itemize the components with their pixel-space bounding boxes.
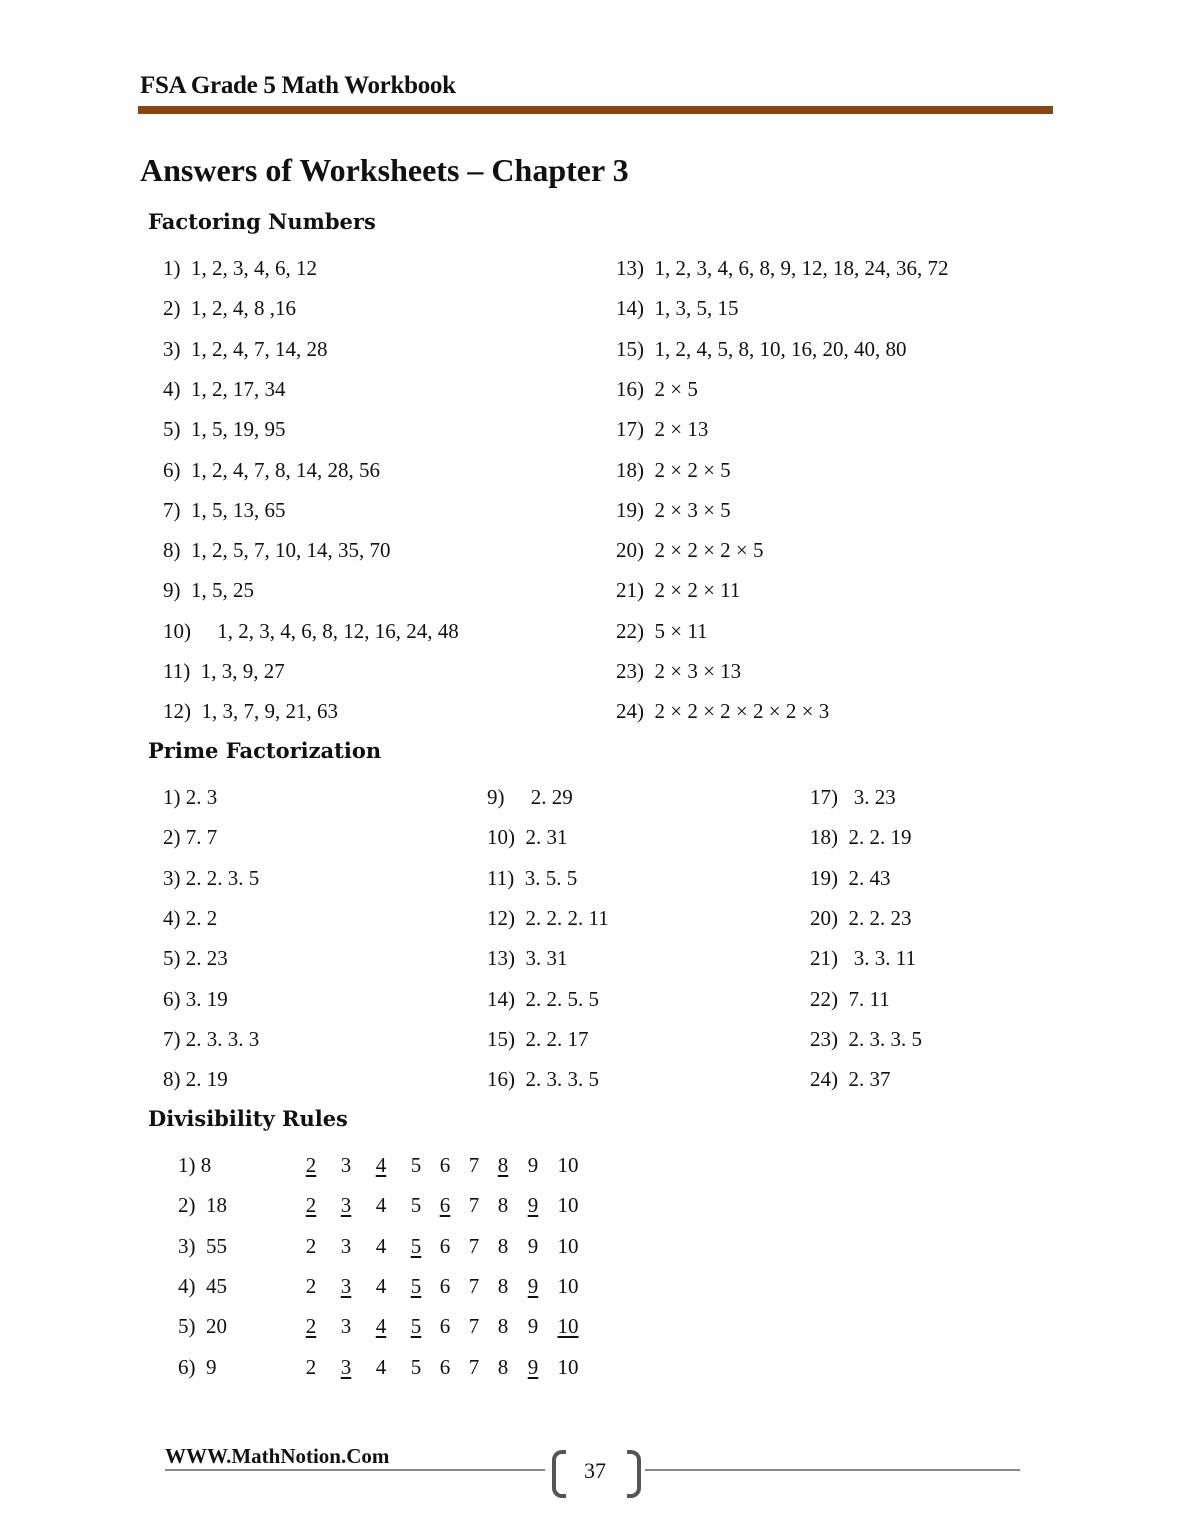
divisor-underlined: 9 (527, 1354, 539, 1379)
divisor: 9 (527, 1233, 539, 1258)
factoring-answer: 16) 2 × 5 (616, 376, 698, 401)
factoring-answer: 19) 2 × 3 × 5 (616, 497, 731, 522)
divisor: 7 (468, 1193, 480, 1218)
divisor-underlined: 4 (375, 1314, 387, 1339)
prime-answer: 7) 2. 3. 3. 3 (163, 1026, 260, 1051)
divisibility-row (178, 1313, 618, 1339)
prime-answer: 14) 2. 2. 5. 5 (487, 986, 599, 1011)
prime-answer: 18) 2. 2. 19 (810, 825, 912, 850)
divisor-underlined: 10 (557, 1314, 579, 1339)
factoring-answer: 6) 1, 2, 4, 7, 8, 14, 28, 56 (163, 457, 380, 482)
prime-answer: 4) 2. 2 (163, 905, 218, 930)
prime-answer: 19) 2. 43 (810, 865, 891, 890)
divisor: 8 (497, 1354, 509, 1379)
divisor-underlined: 8 (497, 1153, 509, 1177)
divisor: 10 (557, 1153, 579, 1177)
divisor: 7 (468, 1354, 480, 1379)
prime-answer: 13) 3. 31 (487, 946, 568, 971)
divisor: 10 (557, 1354, 579, 1379)
divisor: 4 (375, 1273, 387, 1298)
divisor-underlined: 2 (305, 1193, 317, 1218)
divisor: 8 (497, 1314, 509, 1339)
footer-rule-left (165, 1469, 545, 1471)
factoring-answer: 8) 1, 2, 5, 7, 10, 14, 35, 70 (163, 538, 391, 563)
factoring-answer: 20) 2 × 2 × 2 × 5 (616, 538, 764, 563)
factoring-section-title: Factoring Numbers (148, 209, 376, 234)
divisor: 2 (305, 1273, 317, 1298)
divisor-underlined: 6 (439, 1193, 451, 1218)
factoring-answer: 15) 1, 2, 4, 5, 8, 10, 16, 20, 40, 80 (616, 336, 907, 361)
divisor: 3 (340, 1153, 352, 1177)
divisor-underlined: 9 (527, 1193, 539, 1218)
divisor: 7 (468, 1153, 480, 1177)
divisor-underlined: 2 (305, 1153, 317, 1177)
divisor: 5 (410, 1193, 422, 1218)
factoring-answer: 1) 1, 2, 3, 4, 6, 12 (163, 256, 317, 280)
prime-answer: 21) 3. 3. 11 (810, 946, 916, 971)
prime-answer: 6) 3. 19 (163, 986, 228, 1011)
prime-answer: 16) 2. 3. 3. 5 (487, 1067, 599, 1092)
factoring-answer: 24) 2 × 2 × 2 × 2 × 2 × 3 (616, 699, 830, 724)
divisibility-number: 6) 9 (178, 1354, 217, 1379)
divisor: 10 (557, 1193, 579, 1218)
divisibility-row (178, 1233, 618, 1259)
factoring-answer: 22) 5 × 11 (616, 618, 708, 643)
factoring-answer: 3) 1, 2, 4, 7, 14, 28 (163, 336, 328, 361)
divisor: 5 (410, 1354, 422, 1379)
page-number-bracket-left (552, 1450, 566, 1498)
factoring-answer: 21) 2 × 2 × 11 (616, 578, 741, 603)
divisibility-row (178, 1354, 618, 1380)
prime-answer: 9) 2. 29 (487, 785, 573, 809)
divisibility-section-title: Divisibility Rules (148, 1106, 348, 1131)
prime-answer: 15) 2. 2. 17 (487, 1026, 589, 1051)
prime-answer: 22) 7. 11 (810, 986, 890, 1011)
divisor-underlined: 3 (340, 1193, 352, 1218)
divisor: 2 (305, 1233, 317, 1258)
divisor: 10 (557, 1233, 579, 1258)
divisor: 5 (410, 1153, 422, 1177)
divisibility-number: 1) 8 (178, 1153, 212, 1177)
prime-answer: 20) 2. 2. 23 (810, 905, 912, 930)
footer-website: WWW.MathNotion.Com (165, 1444, 390, 1468)
prime-answer: 10) 2. 31 (487, 825, 568, 850)
prime-answer: 1) 2. 3 (163, 785, 218, 809)
factoring-answer: 17) 2 × 13 (616, 417, 709, 442)
divisor: 6 (439, 1233, 451, 1258)
factoring-answer: 12) 1, 3, 7, 9, 21, 63 (163, 699, 338, 724)
factoring-answer: 23) 2 × 3 × 13 (616, 659, 742, 683)
page-number-bracket-right (627, 1450, 641, 1498)
page-title: Answers of Worksheets – Chapter 3 (140, 152, 629, 188)
divisor: 3 (340, 1233, 352, 1258)
divisibility-number: 3) 55 (178, 1233, 227, 1258)
divisibility-number: 2) 18 (178, 1193, 227, 1218)
factoring-answer: 7) 1, 5, 13, 65 (163, 497, 286, 522)
footer-rule-right (645, 1469, 1020, 1471)
factoring-answer: 2) 1, 2, 4, 8 ,16 (163, 296, 296, 321)
factoring-answer: 14) 1, 3, 5, 15 (616, 296, 739, 321)
factoring-answer: 13) 1, 2, 3, 4, 6, 8, 9, 12, 18, 24, 36, 72 (616, 256, 949, 280)
divisor: 8 (497, 1273, 509, 1298)
divisibility-number: 4) 45 (178, 1273, 227, 1298)
divisor: 10 (557, 1273, 579, 1298)
prime-answer: 24) 2. 37 (810, 1067, 891, 1092)
prime-answer: 5) 2. 23 (163, 946, 228, 971)
divisor-underlined: 9 (527, 1273, 539, 1298)
divisor-underlined: 5 (410, 1273, 422, 1298)
divisor: 6 (439, 1314, 451, 1339)
divisor: 9 (527, 1153, 539, 1177)
divisor-underlined: 3 (340, 1354, 352, 1379)
factoring-answer: 18) 2 × 2 × 5 (616, 457, 731, 482)
header-title: FSA Grade 5 Math Workbook (140, 72, 456, 99)
divisor: 4 (375, 1233, 387, 1258)
divisor-underlined: 2 (305, 1314, 317, 1339)
prime-answer: 17) 3. 23 (810, 785, 896, 809)
divisibility-number: 5) 20 (178, 1314, 227, 1339)
divisor-underlined: 5 (410, 1233, 422, 1258)
factoring-answer: 4) 1, 2, 17, 34 (163, 376, 286, 401)
factoring-answer: 5) 1, 5, 19, 95 (163, 417, 286, 442)
divisibility-row (178, 1192, 618, 1218)
prime-answer: 2) 7. 7 (163, 825, 218, 850)
header-rule (138, 106, 1053, 114)
divisibility-row (178, 1273, 618, 1299)
divisor-underlined: 5 (410, 1314, 422, 1339)
divisor: 2 (305, 1354, 317, 1379)
prime-answer: 11) 3. 5. 5 (487, 865, 578, 890)
divisor: 7 (468, 1233, 480, 1258)
divisor: 4 (375, 1193, 387, 1218)
factoring-answer: 10) 1, 2, 3, 4, 6, 8, 12, 16, 24, 48 (163, 618, 459, 643)
divisor-underlined: 4 (375, 1153, 387, 1177)
divisor: 9 (527, 1314, 539, 1339)
divisor: 6 (439, 1354, 451, 1379)
divisor: 3 (340, 1314, 352, 1339)
prime-answer: 3) 2. 2. 3. 5 (163, 865, 260, 890)
factoring-answer: 9) 1, 5, 25 (163, 578, 254, 603)
divisor: 7 (468, 1314, 480, 1339)
divisor: 8 (497, 1193, 509, 1218)
prime-answer: 8) 2. 19 (163, 1067, 228, 1092)
page-number: 37 (584, 1458, 606, 1483)
divisor: 4 (375, 1354, 387, 1379)
prime-section-title: Prime Factorization (148, 738, 382, 763)
divisor: 7 (468, 1273, 480, 1298)
divisor-underlined: 3 (340, 1273, 352, 1298)
divisibility-row (178, 1152, 618, 1178)
divisor: 6 (439, 1153, 451, 1177)
prime-answer: 12) 2. 2. 2. 11 (487, 905, 609, 930)
factoring-answer: 11) 1, 3, 9, 27 (163, 659, 285, 683)
divisor: 6 (439, 1273, 451, 1298)
prime-answer: 23) 2. 3. 3. 5 (810, 1026, 922, 1051)
divisor: 8 (497, 1233, 509, 1258)
